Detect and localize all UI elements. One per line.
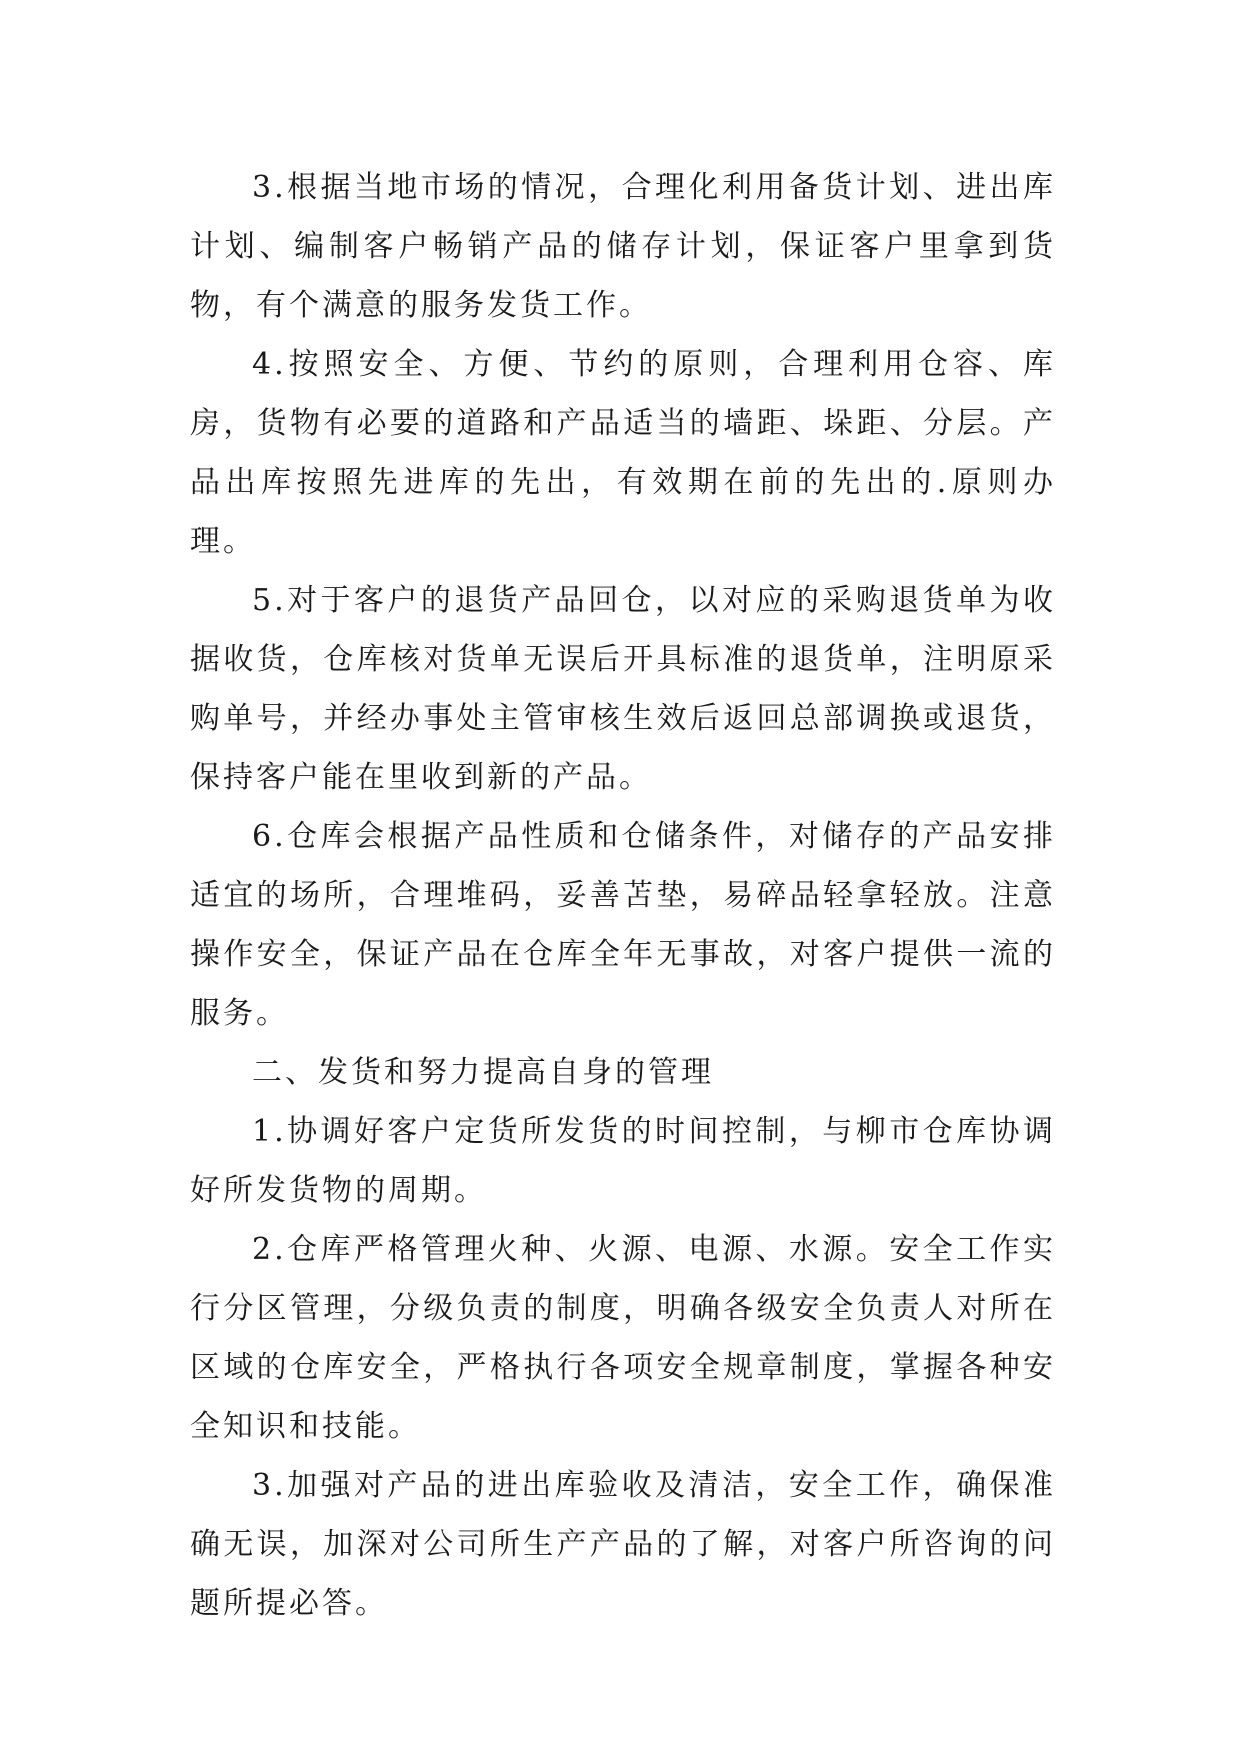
paragraph-item-2-safety-management: 2.仓库严格管理火种、火源、电源、水源。安全工作实行分区管理，分级负责的制度，明确各级安全负责人对所在区域的仓库安全，严格执行各项安全规章制度，掌握各种安全知识和技能。 xyxy=(190,1232,1056,1444)
paragraph-item-3-stock-planning: 3.根据当地市场的情况，合理化利用备货计划、进出库计划、编制客户畅销产品的储存计划，保证客户里拿到货物，有个满意的服务发货工作。 xyxy=(190,170,1056,323)
paragraph-item-5-returns: 5.对于客户的退货产品回仓，以对应的采购退货单为收据收货，仓库核对货单无误后开具标准的退货单，注明原采购单号，并经办事处主管审核生效后返回总部调换或退货，保持客户能在里收到新的产品。 xyxy=(190,583,1056,795)
paragraph-item-6-storage-conditions: 6.仓库会根据产品性质和仓储条件，对储存的产品安排适宜的场所，合理堆码，妥善苫垫，易碎品轻拿轻放。注意操作安全，保证产品在仓库全年无事故，对客户提供一流的服务。 xyxy=(190,819,1056,1031)
document-body xyxy=(190,158,1056,1633)
paragraph-item-4-storage-principles: 4.按照安全、方便、节约的原则，合理利用仓容、库房，货物有必要的道路和产品适当的墙距、垛距、分层。产品出库按照先进库的先出，有效期在前的先出的.原则办理。 xyxy=(190,347,1056,559)
paragraph-item-1-shipping-timing: 1.协调好客户定货所发货的时间控制，与柳市仓库协调好所发货物的周期。 xyxy=(190,1114,1056,1208)
section-heading-shipping-management: 二、发货和努力提高自身的管理 xyxy=(252,1055,714,1090)
paragraph-item-3-inspection: 3.加强对产品的进出库验收及清洁，安全工作，确保准确无误，加深对公司所生产产品的了解，对客户所咨询的问题所提必答。 xyxy=(190,1468,1056,1621)
